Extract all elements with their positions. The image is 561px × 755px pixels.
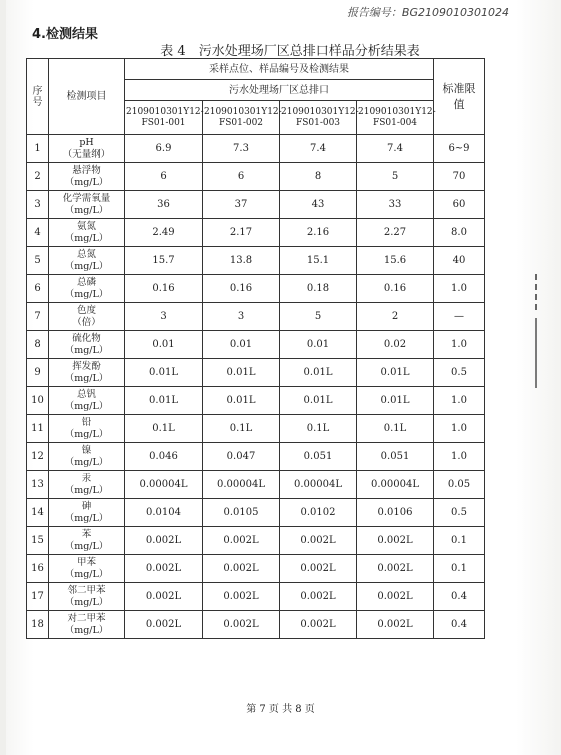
- result-value-1: 0.01L: [125, 387, 203, 415]
- result-value-1: 0.002L: [125, 611, 203, 639]
- table-row: [27, 387, 485, 415]
- result-value-4: 2: [357, 303, 434, 331]
- result-value-4: 5: [357, 163, 434, 191]
- item-name: 砷: [81, 500, 92, 512]
- result-value-2: 0.002L: [203, 527, 280, 555]
- item-name: 硫化物: [72, 332, 101, 344]
- row-index: 15: [27, 527, 49, 555]
- result-value-1: 0.002L: [125, 555, 203, 583]
- row-index: 17: [27, 583, 49, 611]
- table-row: [27, 331, 485, 359]
- item-name: 悬浮物: [72, 164, 101, 176]
- result-value-1: 0.00004L: [125, 471, 203, 499]
- result-value-1: 0.01L: [125, 359, 203, 387]
- item-name: 邻二甲苯: [67, 584, 106, 596]
- result-value-4: 0.051: [357, 443, 434, 471]
- result-value-1: 0.01: [125, 331, 203, 359]
- header-sample-1: 2109010301Y12-FS01-001: [125, 101, 203, 135]
- row-item: [49, 163, 125, 191]
- item-name: 总磷: [76, 276, 96, 288]
- row-item: [49, 415, 125, 443]
- row-limit: 0.1: [434, 527, 485, 555]
- row-item: [49, 443, 125, 471]
- result-value-2: 13.8: [203, 247, 280, 275]
- table-row: [27, 471, 485, 499]
- item-name: 氨氮: [76, 220, 96, 232]
- item-unit: （mg/L）: [64, 260, 109, 272]
- header-group: 采样点位、样品编号及检测结果: [125, 59, 434, 80]
- item-unit: （mg/L）: [64, 204, 109, 216]
- row-index: 7: [27, 303, 49, 331]
- row-limit: 1.0: [434, 415, 485, 443]
- result-value-2: 0.0105: [203, 499, 280, 527]
- result-value-1: 0.16: [125, 275, 203, 303]
- row-item: [49, 303, 125, 331]
- row-limit: 0.4: [434, 611, 485, 639]
- table-row: [27, 611, 485, 639]
- result-value-1: 3: [125, 303, 203, 331]
- item-unit: （mg/L）: [64, 372, 109, 384]
- result-value-3: 0.002L: [280, 583, 357, 611]
- result-value-4: 0.002L: [357, 611, 434, 639]
- row-item: [49, 275, 125, 303]
- item-name: 总氮: [76, 248, 96, 260]
- row-item: [49, 135, 125, 163]
- result-value-2: 0.002L: [203, 611, 280, 639]
- row-limit: 0.1: [434, 555, 485, 583]
- results-table: [26, 58, 485, 639]
- result-value-2: 0.047: [203, 443, 280, 471]
- row-limit: 0.5: [434, 499, 485, 527]
- table-row: [27, 191, 485, 219]
- row-index: 11: [27, 415, 49, 443]
- item-unit: （mg/L）: [64, 568, 109, 580]
- result-value-3: 0.01L: [280, 387, 357, 415]
- item-name: 色度: [76, 304, 96, 316]
- result-value-3: 0.0102: [280, 499, 357, 527]
- table-row: [27, 359, 485, 387]
- result-value-4: 33: [357, 191, 434, 219]
- table-row: [27, 163, 485, 191]
- item-name: 挥发酚: [72, 360, 101, 372]
- result-value-2: 0.16: [203, 275, 280, 303]
- result-value-3: 0.1L: [280, 415, 357, 443]
- page-edge-shadow: [0, 0, 6, 755]
- table-row: [27, 303, 485, 331]
- item-name: 汞: [81, 472, 92, 484]
- result-value-2: 7.3: [203, 135, 280, 163]
- header-index: 序号: [27, 59, 49, 135]
- row-limit: 60: [434, 191, 485, 219]
- row-item: [49, 527, 125, 555]
- result-value-3: 0.002L: [280, 555, 357, 583]
- report-number: 报告编号：BG2109010301024: [346, 6, 509, 19]
- row-item: [49, 499, 125, 527]
- results-table-body: [27, 135, 485, 639]
- row-limit: —: [434, 303, 485, 331]
- result-value-4: 15.6: [357, 247, 434, 275]
- row-item: [49, 611, 125, 639]
- table-row: [27, 247, 485, 275]
- row-limit: 6~9: [434, 135, 485, 163]
- result-value-1: 0.002L: [125, 527, 203, 555]
- item-unit: （mg/L）: [64, 596, 109, 608]
- row-item: [49, 219, 125, 247]
- row-index: 1: [27, 135, 49, 163]
- item-unit: （mg/L）: [64, 344, 109, 356]
- row-index: 9: [27, 359, 49, 387]
- item-unit: （mg/L）: [64, 512, 109, 524]
- item-name: 苯: [81, 528, 92, 540]
- result-value-1: 2.49: [125, 219, 203, 247]
- result-value-1: 0.002L: [125, 583, 203, 611]
- item-name: 甲苯: [76, 556, 96, 568]
- result-value-3: 0.01L: [280, 359, 357, 387]
- seal-fragment: [535, 274, 561, 310]
- result-value-4: 0.0106: [357, 499, 434, 527]
- table-row: [27, 555, 485, 583]
- item-name: pH: [79, 136, 94, 148]
- result-value-2: 3: [203, 303, 280, 331]
- result-value-3: 0.002L: [280, 527, 357, 555]
- result-value-1: 0.0104: [125, 499, 203, 527]
- result-value-3: 8: [280, 163, 357, 191]
- result-value-1: 0.046: [125, 443, 203, 471]
- result-value-1: 15.7: [125, 247, 203, 275]
- result-value-4: 0.002L: [357, 527, 434, 555]
- result-value-4: 0.002L: [357, 555, 434, 583]
- row-limit: 70: [434, 163, 485, 191]
- result-value-4: 2.27: [357, 219, 434, 247]
- row-index: 6: [27, 275, 49, 303]
- result-value-2: 2.17: [203, 219, 280, 247]
- table-row: [27, 583, 485, 611]
- result-value-2: 0.1L: [203, 415, 280, 443]
- item-unit: （无量纲）: [62, 148, 111, 160]
- result-value-2: 6: [203, 163, 280, 191]
- row-item: [49, 387, 125, 415]
- item-unit: （mg/L）: [64, 428, 109, 440]
- result-value-3: 0.00004L: [280, 471, 357, 499]
- result-value-4: 0.1L: [357, 415, 434, 443]
- seal-fragment: [535, 318, 561, 388]
- section-title: 4.检测结果: [32, 27, 98, 42]
- row-item: [49, 555, 125, 583]
- result-value-4: 0.01L: [357, 359, 434, 387]
- table-row: [27, 415, 485, 443]
- table-row: [27, 219, 485, 247]
- result-value-3: 7.4: [280, 135, 357, 163]
- result-value-3: 43: [280, 191, 357, 219]
- result-value-4: 0.002L: [357, 583, 434, 611]
- row-item: [49, 247, 125, 275]
- item-unit: （mg/L）: [64, 176, 109, 188]
- result-value-4: 0.16: [357, 275, 434, 303]
- header-item: 检测项目: [49, 59, 125, 135]
- row-item: [49, 331, 125, 359]
- result-value-2: 37: [203, 191, 280, 219]
- header-sample-3: 2109010301Y12-FS01-003: [280, 101, 357, 135]
- result-value-4: 0.01L: [357, 387, 434, 415]
- item-name: 对二甲苯: [67, 612, 106, 624]
- item-name: 镍: [81, 444, 92, 456]
- result-value-4: 7.4: [357, 135, 434, 163]
- header-sample-4: 2109010301Y12-FS01-004: [357, 101, 434, 135]
- item-name: 总钒: [76, 388, 96, 400]
- row-index: 3: [27, 191, 49, 219]
- item-name: 铅: [81, 416, 92, 428]
- result-value-1: 6.9: [125, 135, 203, 163]
- item-unit: （倍）: [72, 316, 101, 328]
- item-unit: （mg/L）: [64, 288, 109, 300]
- row-index: 8: [27, 331, 49, 359]
- row-limit: 0.05: [434, 471, 485, 499]
- row-item: [49, 359, 125, 387]
- row-limit: 1.0: [434, 443, 485, 471]
- result-value-1: 0.1L: [125, 415, 203, 443]
- page-footer: 第 7 页 共 8 页: [246, 704, 315, 715]
- row-limit: 1.0: [434, 387, 485, 415]
- table-row: [27, 135, 485, 163]
- item-unit: （mg/L）: [64, 400, 109, 412]
- result-value-1: 36: [125, 191, 203, 219]
- item-unit: （mg/L）: [64, 540, 109, 552]
- header-site: 污水处理场厂区总排口: [125, 80, 434, 101]
- item-name: 化学需氧量: [62, 192, 111, 204]
- item-unit: （mg/L）: [64, 456, 109, 468]
- result-value-2: 0.00004L: [203, 471, 280, 499]
- row-index: 4: [27, 219, 49, 247]
- row-item: [49, 583, 125, 611]
- result-value-3: 0.01: [280, 331, 357, 359]
- result-value-2: 0.01: [203, 331, 280, 359]
- table-row: [27, 527, 485, 555]
- result-value-3: 0.002L: [280, 611, 357, 639]
- row-index: 12: [27, 443, 49, 471]
- result-value-2: 0.01L: [203, 387, 280, 415]
- result-value-3: 2.16: [280, 219, 357, 247]
- row-limit: 0.5: [434, 359, 485, 387]
- row-index: 2: [27, 163, 49, 191]
- item-unit: （mg/L）: [64, 624, 109, 636]
- row-index: 5: [27, 247, 49, 275]
- table-row: [27, 499, 485, 527]
- row-index: 16: [27, 555, 49, 583]
- row-index: 14: [27, 499, 49, 527]
- table-row: [27, 275, 485, 303]
- header-limit: 标准限值: [434, 59, 485, 135]
- row-limit: 1.0: [434, 331, 485, 359]
- result-value-3: 0.18: [280, 275, 357, 303]
- table-title: 表 4 污水处理场厂区总排口样品分析结果表: [160, 44, 420, 59]
- row-limit: 8.0: [434, 219, 485, 247]
- result-value-1: 6: [125, 163, 203, 191]
- item-unit: （mg/L）: [64, 232, 109, 244]
- row-item: [49, 191, 125, 219]
- row-index: 10: [27, 387, 49, 415]
- result-value-3: 15.1: [280, 247, 357, 275]
- result-value-4: 0.00004L: [357, 471, 434, 499]
- result-value-3: 5: [280, 303, 357, 331]
- table-row: [27, 443, 485, 471]
- row-limit: 40: [434, 247, 485, 275]
- row-limit: 1.0: [434, 275, 485, 303]
- row-index: 13: [27, 471, 49, 499]
- item-unit: （mg/L）: [64, 484, 109, 496]
- result-value-4: 0.02: [357, 331, 434, 359]
- result-value-2: 0.01L: [203, 359, 280, 387]
- result-value-3: 0.051: [280, 443, 357, 471]
- result-value-2: 0.002L: [203, 555, 280, 583]
- result-value-2: 0.002L: [203, 583, 280, 611]
- header-sample-2: 2109010301Y12-FS01-002: [203, 101, 280, 135]
- row-limit: 0.4: [434, 583, 485, 611]
- row-index: 18: [27, 611, 49, 639]
- row-item: [49, 471, 125, 499]
